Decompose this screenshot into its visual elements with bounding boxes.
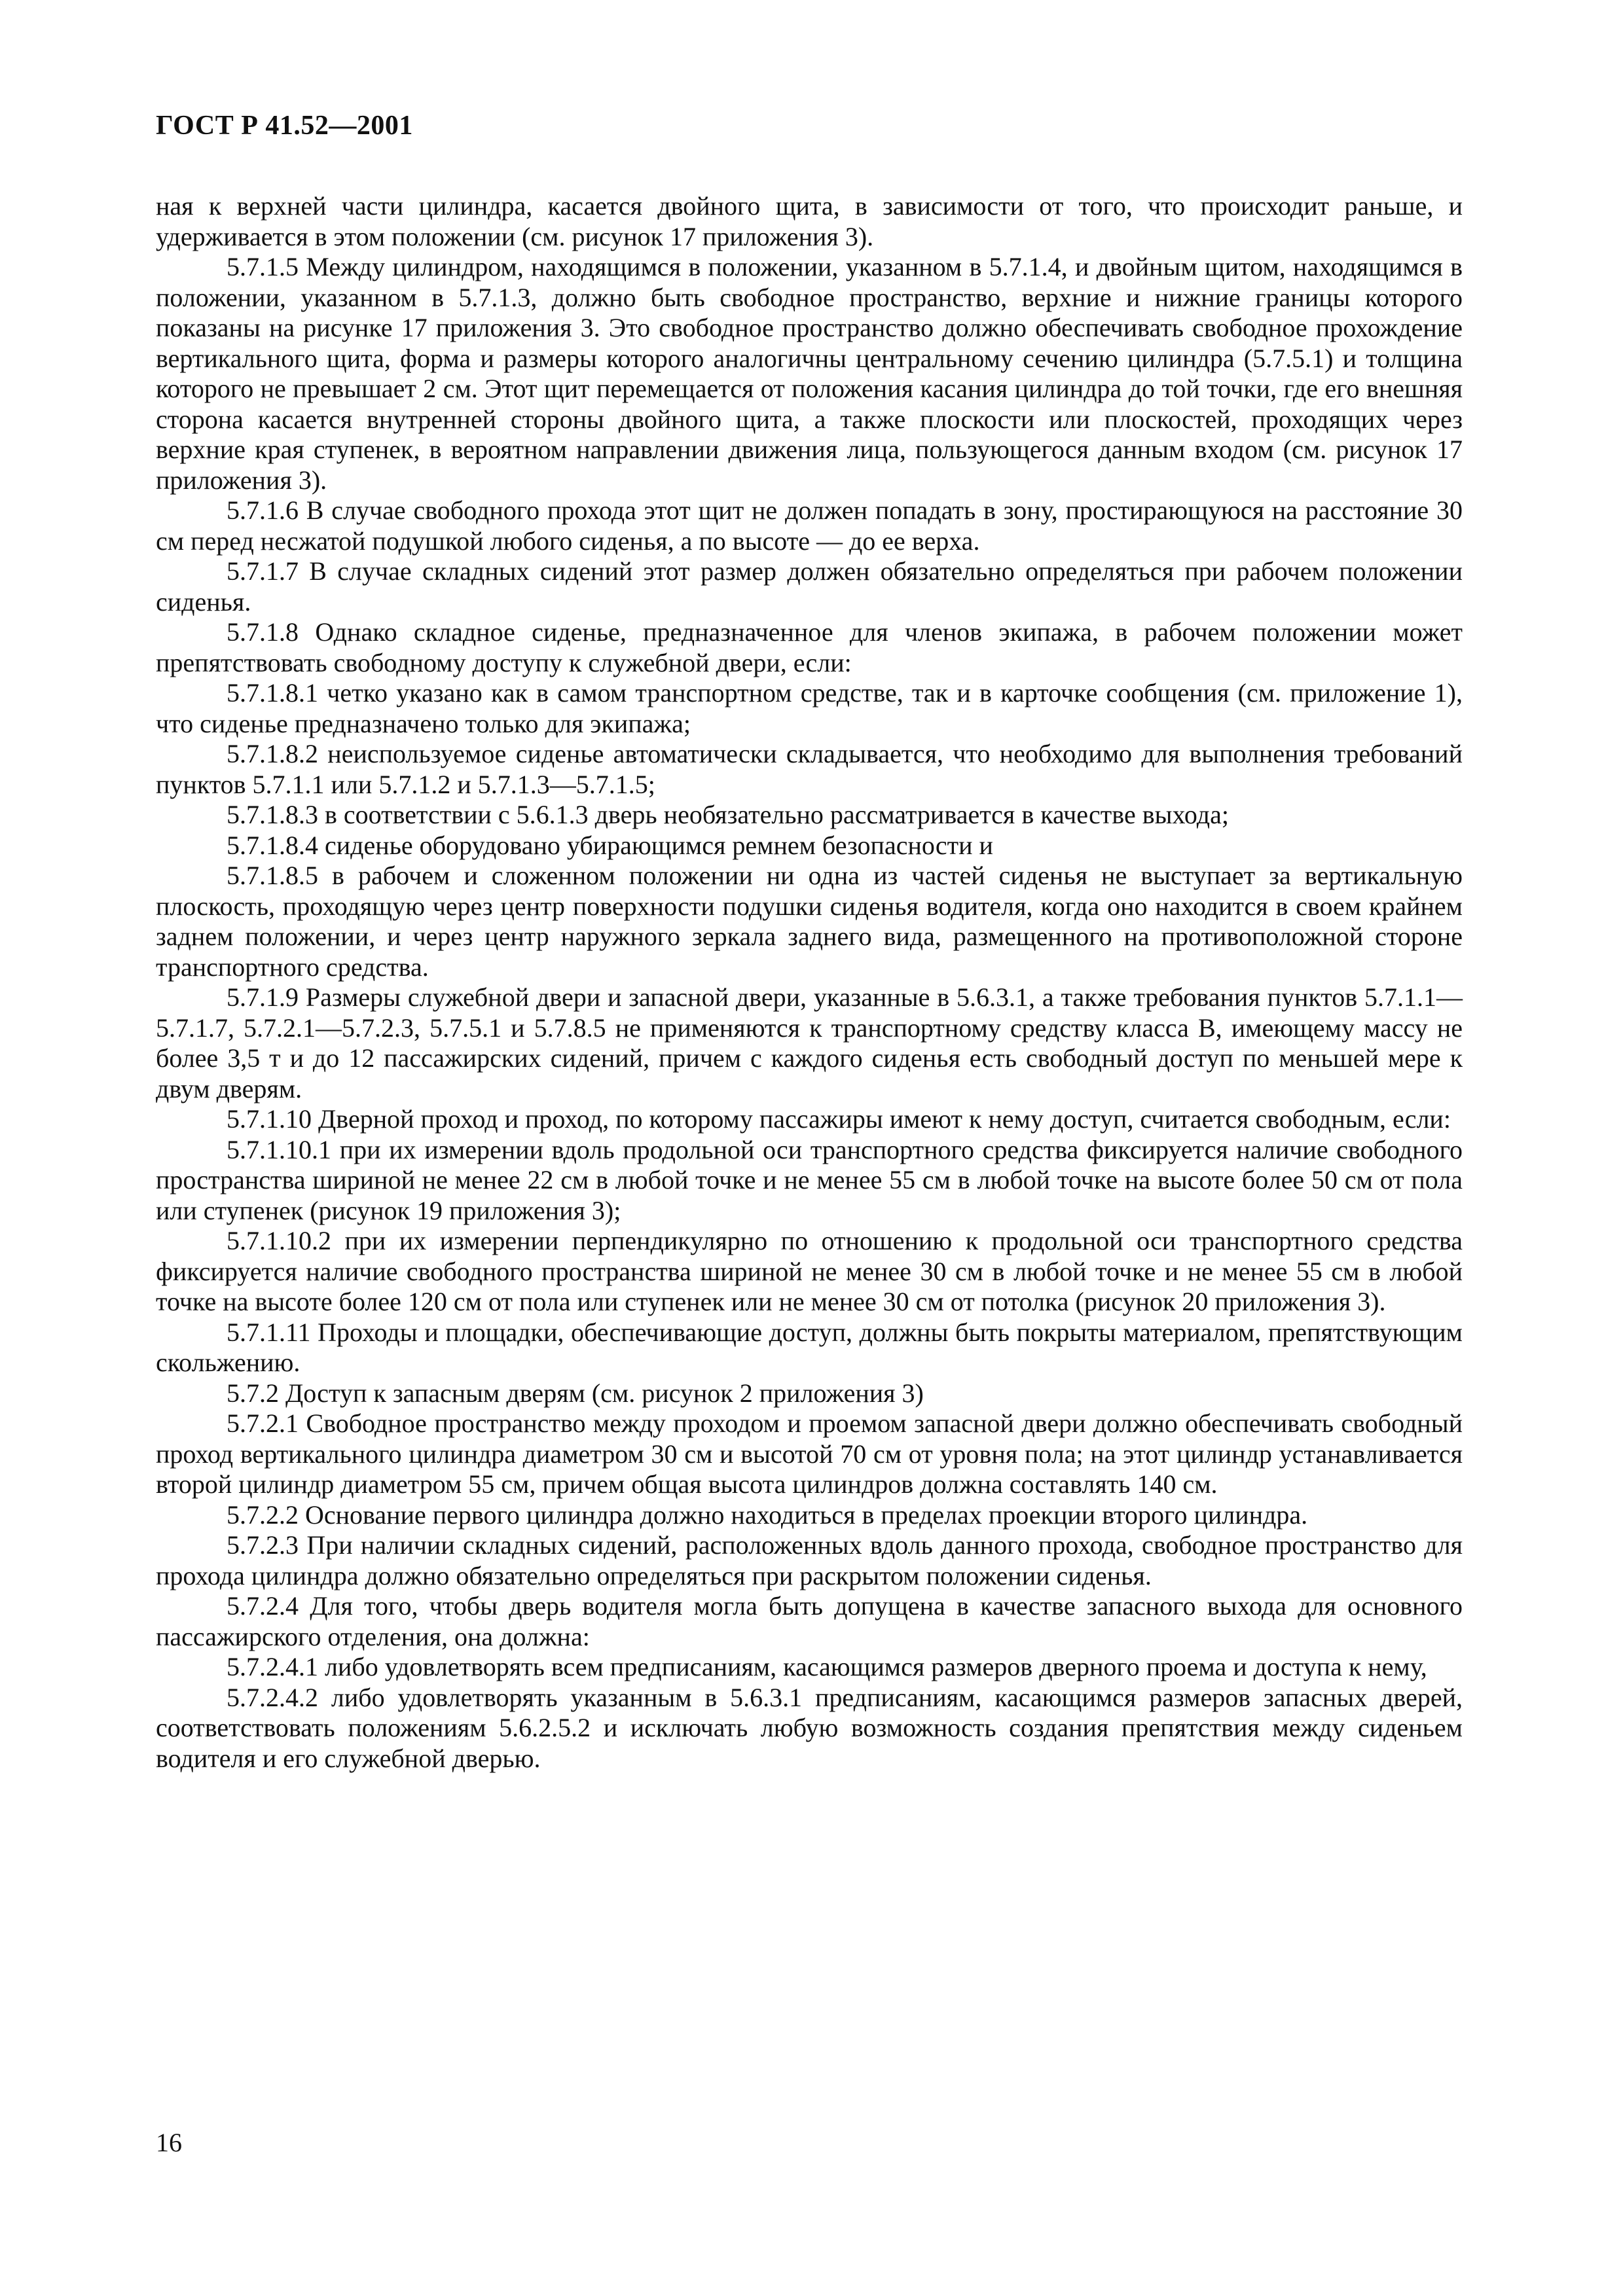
paragraph-5-7-1-7: 5.7.1.7 В случае складных сидений этот размер должен обязательно определяться при рабочем положении сиденья.: [156, 556, 1463, 617]
paragraph-5-7-2-4: 5.7.2.4 Для того, чтобы дверь водителя могла быть допущена в качестве запасного выхода для основного пассажирского отделения, она должна:: [156, 1591, 1463, 1651]
paragraph-5-7-1-8-2: 5.7.1.8.2 неиспользуемое сиденье автоматически складывается, что необходимо для выполнения требований пунктов 5.7.1.1 или 5.7.1.2 и 5.7.1.3—5.7.1.5;: [156, 739, 1463, 799]
paragraph-5-7-2-1: 5.7.2.1 Свободное пространство между проходом и проемом запасной двери должно обеспечивать свободный проход вертикального цилиндра диаметром 30 см и высотой 70 см от уровня пола; на этот цилиндр устанавливается второй цилиндр диаметром 55 см, причем общая высота цилиндров должна составлять 140 см.: [156, 1408, 1463, 1499]
document-body: [156, 191, 1463, 1774]
paragraph-5-7-1-6: 5.7.1.6 В случае свободного прохода этот щит не должен попадать в зону, простирающуюся на расстояние 30 см перед несжатой подушкой любого сиденья, а по высоте — до ее верха.: [156, 495, 1463, 556]
paragraph-5-7-1-10: 5.7.1.10 Дверной проход и проход, по которому пассажиры имеют к нему доступ, считается свободным, если:: [227, 1104, 1451, 1134]
document-header: ГОСТ Р 41.52—2001: [156, 111, 413, 141]
page-number: 16: [156, 2128, 182, 2157]
paragraph-5-7-1-11: 5.7.1.11 Проходы и площадки, обеспечивающие доступ, должны быть покрыты материалом, препятствующим скольжению.: [156, 1317, 1463, 1377]
paragraph-5-7-1-10-1: 5.7.1.10.1 при их измерении вдоль продольной оси транспортного средства фиксируется наличие свободного пространства шириной не менее 22 см в любой точке и не менее 55 см в любой точке на высоте более 50 см от пола или ступенек (рисунок 19 приложения 3);: [156, 1134, 1463, 1225]
paragraph-5-7-1-8-3: 5.7.1.8.3 в соответствии с 5.6.1.3 дверь необязательно рассматривается в качестве выхода;: [227, 800, 1229, 829]
paragraph-5-7-2-2: 5.7.2.2 Основание первого цилиндра должно находиться в пределах проекции второго цилиндра.: [227, 1499, 1308, 1530]
paragraph-5-7-1-8-5: 5.7.1.8.5 в рабочем и сложенном положении ни одна из частей сиденья не выступает за вертикальную плоскость, проходящую через центр поверхности подушки сиденья водителя, когда оно находится в своем крайнем заднем положении, и через центр наружного зеркала заднего вида, размещенного на противоположной стороне транспортного средства.: [156, 861, 1463, 982]
paragraph-5-7-1-9: 5.7.1.9 Размеры служебной двери и запасной двери, указанные в 5.6.3.1, а также требования пунктов 5.7.1.1—5.7.1.7, 5.7.2.1—5.7.2.3, 5.7.5.1 и 5.7.8.5 не применяются к транспортному средству класса B, имеющему массу не более 3,5 т и до 12 пассажирских сидений, причем с каждого сиденья есть свободный доступ по меньшей мере к двум дверям.: [156, 982, 1463, 1103]
paragraph-5-7-2: 5.7.2 Доступ к запасным дверям (см. рисунок 2 приложения 3): [227, 1378, 924, 1408]
paragraph-5-7-2-4-1: 5.7.2.4.1 либо удовлетворять всем предписаниям, касающимся размеров дверного проема и доступа к нему,: [227, 1652, 1427, 1681]
paragraph-5-7-1-8-4: 5.7.1.8.4 сиденье оборудовано убирающимся ремнем безопасности и: [227, 830, 993, 860]
paragraph-5-7-1-8: 5.7.1.8 Однако складное сиденье, предназначенное для членов экипажа, в рабочем положении может препятствовать свободному доступу к служебной двери, если:: [156, 617, 1463, 677]
paragraph-5-7-2-3: 5.7.2.3 При наличии складных сидений, расположенных вдоль данного прохода, свободное пространство для прохода цилиндра должно обязательно определяться при раскрытом положении сиденья.: [156, 1530, 1463, 1590]
paragraph-continuation: ная к верхней части цилиндра, касается двойного щита, в зависимости от того, что происходит раньше, и удерживается в этом положении (см. рисунок 17 приложения 3).: [156, 191, 1463, 251]
paragraph-5-7-2-4-2: 5.7.2.4.2 либо удовлетворять указанным в 5.6.3.1 предписаниям, касающимся размеров запасных дверей, соответствовать положениям 5.6.2.5.2 и исключать любую возможность создания препятствия между сиденьем водителя и его служебной дверью.: [156, 1682, 1463, 1773]
paragraph-5-7-1-10-2: 5.7.1.10.2 при их измерении перпендикулярно по отношению к продольной оси транспортного средства фиксируется наличие свободного пространства шириной не менее 30 см в любой точке и не менее 55 см в любой точке на высоте более 120 см от пола или ступенек или не менее 30 см от потолка (рисунок 20 приложения 3).: [156, 1226, 1463, 1316]
paragraph-5-7-1-8-1: 5.7.1.8.1 четко указано как в самом транспортном средстве, так и в карточке сообщения (см. приложение 1), что сиденье предназначено только для экипажа;: [156, 678, 1463, 738]
paragraph-5-7-1-5: 5.7.1.5 Между цилиндром, находящимся в положении, указанном в 5.7.1.4, и двойным щитом, находящимся в положении, указанном в 5.7.1.3, должно быть свободное пространство, верхние и нижние границы которого показаны на рисунке 17 приложения 3. Это свободное пространство должно обеспечивать свободное прохождение вертикального щита, форма и размеры которого аналогичны центральному сечению цилиндра (5.7.5.1) и толщина которого не превышает 2 см. Этот щит перемещается от положения касания цилиндра до той точки, где его внешняя сторона касается внутренней стороны двойного щита, а также плоскости или плоскостей, проходящих через верхние края ступенек, в вероятном направлении движения лица, пользующегося данным входом (см. рисунок 17 приложения 3).: [156, 252, 1463, 495]
